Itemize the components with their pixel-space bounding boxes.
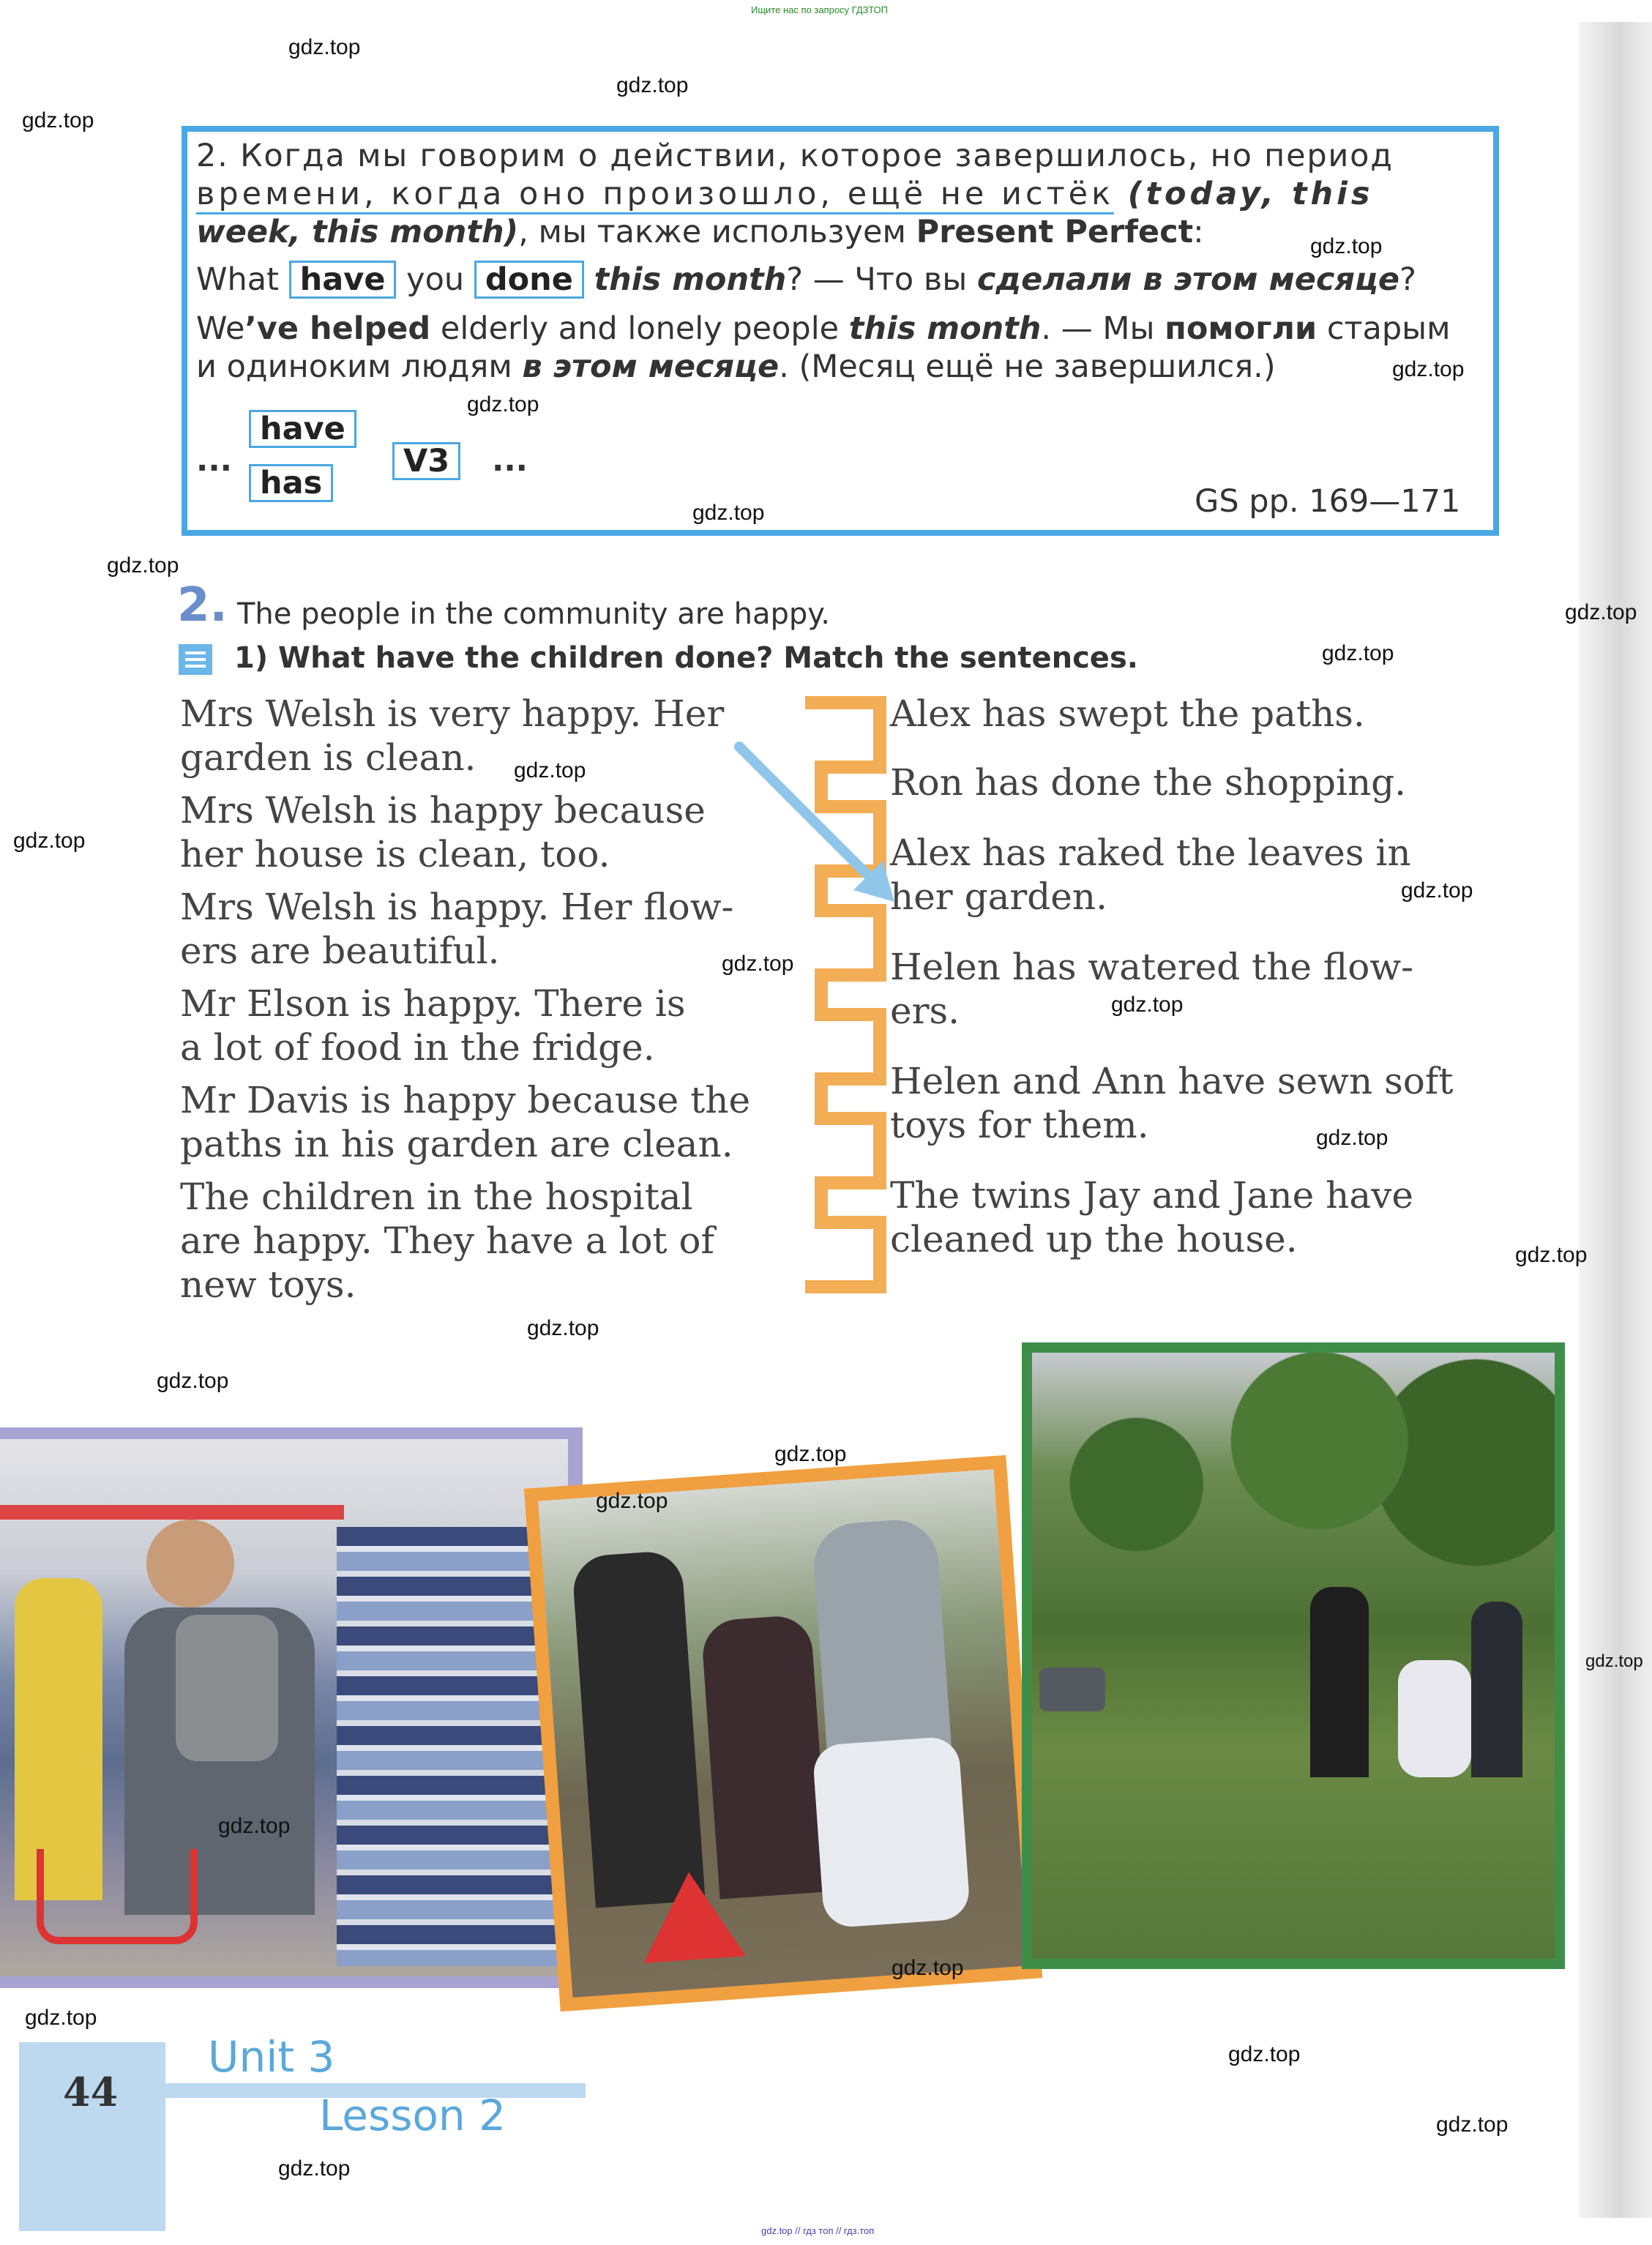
watermark: gdz.top xyxy=(527,1316,599,1340)
rule-line-2a: времени, когда оно произошло, ещё не истёк xyxy=(196,176,1114,214)
grammar-reference: GS pp. 169—171 xyxy=(1195,483,1461,520)
right-sentence-4-line-2: ers. xyxy=(890,990,960,1032)
watermark: gdz.top xyxy=(157,1369,229,1393)
watermark: gdz.top xyxy=(1585,1651,1643,1671)
ex1-done-tag: done xyxy=(474,261,584,299)
form-dots-2: ... xyxy=(492,442,528,479)
right-sentence-2-line-1: Ron has done the shopping. xyxy=(890,761,1407,804)
left-sentence-5-line-1: Mr Davis is happy because the xyxy=(180,1079,751,1121)
rule-example-1 xyxy=(196,261,1416,299)
exercise-task: 1) What have the children done? Match the sentences. xyxy=(234,641,1138,675)
watermark: gdz.top xyxy=(467,392,539,416)
unit-label: Unit 3 xyxy=(208,2032,335,2082)
form-have: have xyxy=(249,410,356,448)
ex3-c: . (Месяц ещё не завершился.) xyxy=(779,348,1276,385)
photo-supermarket xyxy=(0,1427,583,1988)
rule-line-3 xyxy=(196,214,1204,250)
rule-example-2 xyxy=(196,310,1451,347)
watermark: gdz.top xyxy=(278,2156,351,2181)
rule-line-2b: (today, this xyxy=(1127,176,1374,212)
exercise-number: 2. xyxy=(177,578,228,632)
ex2-we: We xyxy=(196,310,245,347)
exercise-intro: The people in the community are happy. xyxy=(237,597,830,631)
watermark: gdz.top xyxy=(596,1489,668,1513)
left-sentence-6-line-3: new toys. xyxy=(180,1263,356,1306)
rule-line-1: 2. Когда мы говорим о действии, которое завершилось, но период xyxy=(196,138,1394,174)
left-sentence-2-line-2: her house is clean, too. xyxy=(180,833,610,875)
right-sentence-6-line-1: The twins Jay and Jane have xyxy=(890,1174,1413,1217)
lesson-label: Lesson 2 xyxy=(319,2091,506,2140)
watermark: gdz.top xyxy=(892,1956,964,1980)
ex2-ve: ’ve helped xyxy=(244,310,431,347)
ex3-a: и одиноким людям xyxy=(196,348,512,385)
page-edge-shadow xyxy=(1579,22,1652,2218)
ex1-month: this month xyxy=(594,261,787,298)
photo-raking-leaves xyxy=(524,1455,1042,2011)
ex2-month: this month xyxy=(848,310,1042,347)
rule-line-3c: Present Perfect xyxy=(916,214,1194,250)
watermark: gdz.top xyxy=(1316,1126,1388,1150)
watermark: gdz.top xyxy=(1111,993,1184,1017)
watermark: gdz.top xyxy=(1401,878,1473,903)
ex1-ru: сделали в этом месяце xyxy=(976,261,1400,298)
watermark: gdz.top xyxy=(1310,234,1383,258)
ex1-you: you xyxy=(406,261,465,298)
watermark: gdz.top xyxy=(1228,2042,1301,2066)
ex2-helped: помогли xyxy=(1165,310,1318,347)
ex1-what: What xyxy=(196,261,279,298)
watermark: gdz.top xyxy=(1436,2113,1509,2137)
rule-line-3a: week, this month) xyxy=(196,214,519,250)
left-sentence-2-line-1: Mrs Welsh is happy because xyxy=(180,789,706,832)
left-sentence-4-line-2: a lot of food in the fridge. xyxy=(180,1026,655,1069)
watermark: gdz.top xyxy=(692,501,765,525)
form-dots-1: ... xyxy=(196,442,233,479)
ex2-old: старым xyxy=(1326,310,1451,347)
watermark: gdz.top xyxy=(774,1442,847,1466)
right-sentence-3-line-1: Alex has raked the leaves in xyxy=(890,832,1411,874)
right-sentence-5-line-1: Helen and Ann have sewn soft xyxy=(890,1060,1454,1102)
right-sentence-4-line-1: Helen has watered the flow- xyxy=(890,946,1414,988)
watermark: gdz.top xyxy=(616,73,689,97)
photo-park-cleanup xyxy=(1022,1342,1565,1969)
ex2-dash: . — Мы xyxy=(1041,310,1155,347)
ex1-have-tag: have xyxy=(289,261,397,299)
match-arrow xyxy=(732,739,908,915)
watermark: gdz.top xyxy=(1392,357,1465,381)
watermark: gdz.top xyxy=(1565,600,1637,624)
watermark: gdz.top xyxy=(1515,1243,1588,1267)
right-sentence-6-line-2: cleaned up the house. xyxy=(890,1218,1298,1260)
left-sentence-3-line-2: ers are beautiful. xyxy=(180,930,500,972)
right-sentence-5-line-2: toys for them. xyxy=(890,1104,1149,1146)
notebook-icon xyxy=(179,644,212,675)
ex3-b: в этом месяце xyxy=(522,348,780,385)
left-sentence-3-line-1: Mrs Welsh is happy. Her flow- xyxy=(180,886,734,928)
rule-example-3 xyxy=(196,348,1276,385)
form-has: has xyxy=(249,464,333,502)
watermark: gdz.top xyxy=(288,35,361,59)
left-sentence-1-line-2: garden is clean. xyxy=(180,736,476,779)
watermark: gdz.top xyxy=(218,1814,291,1838)
watermark: gdz.top xyxy=(514,758,586,782)
rule-line-3b: , мы также используем xyxy=(518,214,906,250)
left-sentence-5-line-2: paths in his garden are clean. xyxy=(180,1123,733,1165)
ex1-q: ? — Что вы xyxy=(786,261,968,298)
watermark: gdz.top xyxy=(22,108,94,132)
watermark: gdz.top xyxy=(107,553,179,578)
watermark: gdz.top xyxy=(13,829,86,853)
right-sentence-3-line-2: her garden. xyxy=(890,875,1107,918)
page-number: 44 xyxy=(63,2069,119,2115)
watermark: gdz.top xyxy=(25,2006,97,2030)
left-sentence-6-line-2: are happy. They have a lot of xyxy=(180,1219,715,1262)
ex1-end: ? xyxy=(1399,261,1416,298)
bottom-note: gdz.top // гдз топ // гдз.топ xyxy=(761,2225,875,2236)
left-sentence-6-line-1: The children in the hospital xyxy=(180,1176,693,1218)
left-sentence-1-line-1: Mrs Welsh is very happy. Her xyxy=(180,692,725,735)
rule-line-3d: : xyxy=(1193,214,1204,250)
watermark: gdz.top xyxy=(722,952,794,976)
ex2-mid: elderly and lonely people xyxy=(440,310,840,347)
form-v3: V3 xyxy=(392,442,460,480)
rule-line-2 xyxy=(196,176,1374,212)
right-sentence-1-line-1: Alex has swept the paths. xyxy=(890,692,1365,735)
watermark: gdz.top xyxy=(1322,641,1394,665)
top-search-note: Ищите нас по запросу ГДЗТОП xyxy=(751,4,889,15)
left-sentence-4-line-1: Mr Elson is happy. There is xyxy=(180,982,686,1025)
